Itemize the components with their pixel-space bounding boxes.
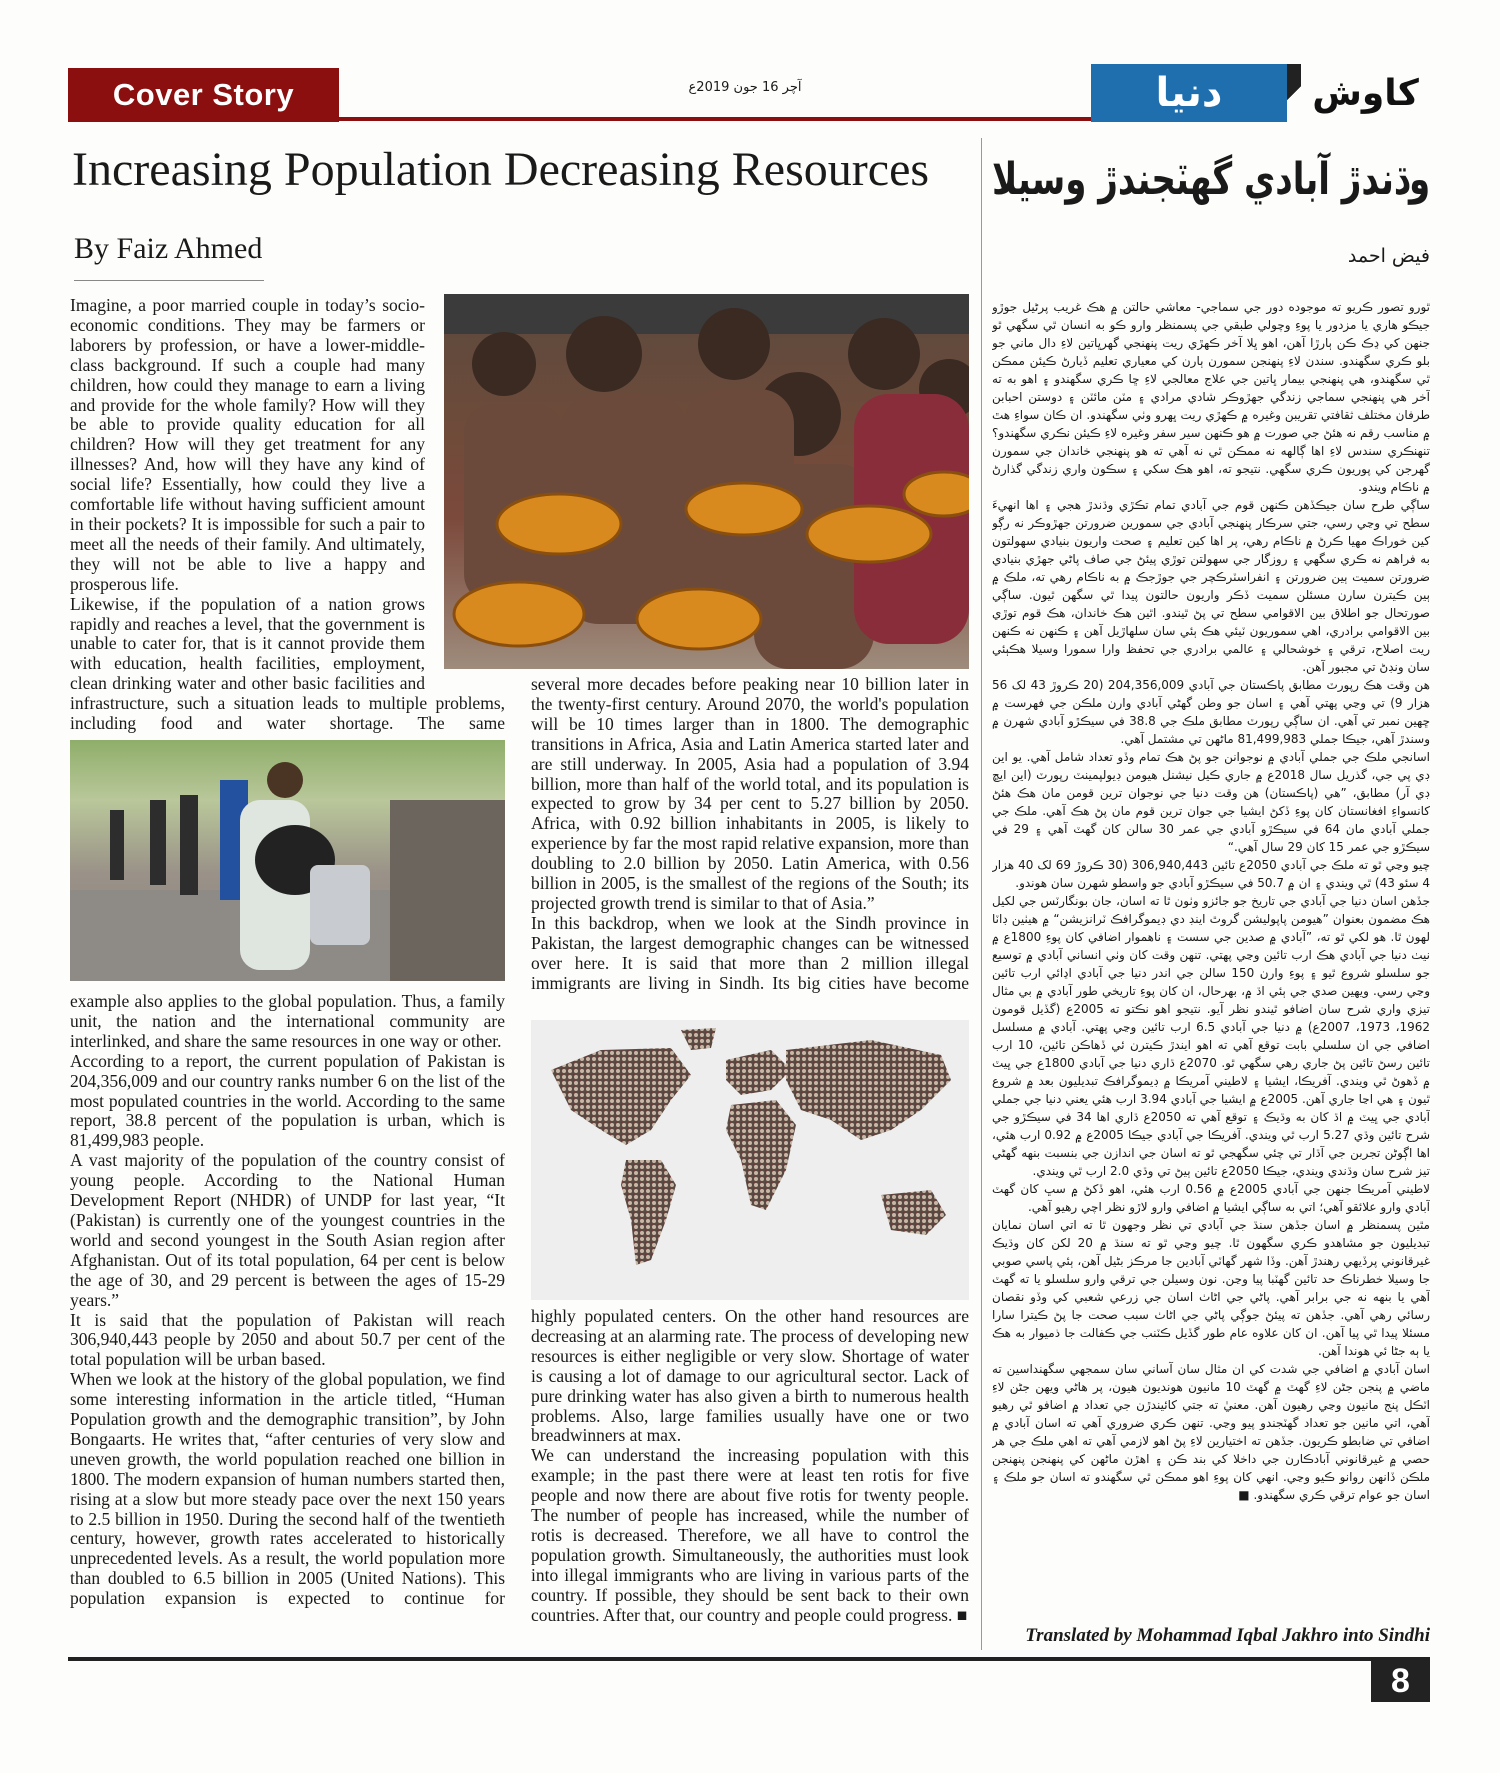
paragraph: اسانجي ملڪ جي جملي آبادي ۾ نوجوانن جو پڻ هڪ تمام وڏو تعداد شامل آهي. يو اين ڊي پي جي، گذريل سال 2018ع ۾ جاري ڪيل نيشنل هيومن ڊيولپمينٽ رپورٽ (اين ايڇ ڊي آر) مطابق، ”هي (پاڪستان) هن وقت دنيا جي نوجوان ترين قومن مان هڪ هئڻ کانسواءِ افغانستان کان پوءِ ڏکڻ ايشيا جي جوان ترين قوم مان پڻ هڪ آهي. ملڪ جي جملي آبادي مان 64 في سيڪڙو آبادي جي عمر 30 سالن کان گهٽ آهي ۽ 29 في سيڪڙو جي عمر 15 کان 29 سال آهي.“: [992, 750, 1430, 854]
paragraph: هن وقت هڪ رپورٽ مطابق پاڪستان جي آبادي 204,356,009 (20 ڪروڙ 43 لک 56 هزار 9) تي وڃي پهتي آهي ۽ اسان جو وطن گهڻي آبادي وارن ملڪن جي فهرست ۾ ڇهين نمبر تي آهي. ان ساڳي رپورٽ مطابق ملڪ جي 38.8 في سيڪڙو آبادي شهرن ۾ وسندڙ آهي، جيڪا جملي 81,499,983 ماڻهن تي مشتمل آهي.: [992, 678, 1430, 746]
translator-credit: Translated by Mohammad Iqbal Jakhro into Sindhi: [1025, 1625, 1430, 1646]
logo-dunya: دنیا: [1091, 64, 1287, 122]
paragraph: highly populated centers. On the other hand resources are decreasing at an alarming rate. The process of developing new resources is either negligible or very slow. Shortage of water is causing a lot of damage to our agricultural sector. Lack of pure drinking water has also given a birth to numerous health problems. Also, large families usually have one or two breadwinners at max.: [531, 1306, 969, 1446]
photo-children-with-bowls: [444, 294, 969, 669]
paragraph: چيو وڃي ٿو ته ملڪ جي آبادي 2050ع تائين 306,940,443 (30 ڪروڙ 69 لک 40 هزار 4 سئو 43) ٿي ويندي ۽ ان ۾ 50.7 في سيڪڙو آبادي جو واسطو شهرن سان هوندو.: [992, 858, 1430, 890]
section-label: [68, 68, 339, 122]
paragraph: Imagine, a poor married couple in today’s socio-economic conditions. They may be farmers or laborers by profession, or have a lower-middle-class background. If such a couple had many children, how could they manage to earn a living and provide for the whole family? How will they be able to provide quality education for all children? How will they get treatment for any illnesses? And, how will they have any kind of social life? Essentially, how could they live a comfortable life without having sufficient amount in their pockets? It is impossible for such a pair to meet all the needs of their family. And ultimately, they will not be able to live a happy and prosperous life.: [70, 295, 425, 594]
section-label-text: Cover Story: [112, 77, 295, 112]
page-number: 8: [1371, 1660, 1430, 1702]
paragraph: In this backdrop, when we look at the Sindh province in Pakistan, the largest demographic changes can be witnessed over here. It is said that more than 2 million illegal immigrants are living in Sindh. Its big cities have become: [531, 912, 969, 993]
paragraph: It is said that the population of Pakistan will reach 306,940,443 people by 2050 and about 50.7 per cent of the total population will be urban based.: [70, 1309, 505, 1370]
paragraph: ساڳي طرح سان جيڪڏهن ڪنهن قوم جي آبادي تمام تڪڙي وڌندڙ هجي ۽ اها انهيءَ سطح تي وڃي رسي، جتي سرڪار پنهنجي آبادي جي سمورين ضرورتن جهڙوڪر نه رڳو کين خوراڪ مهيا ڪرڻ ۾ ناڪام رهي، پر اها کين تعليم ۽ صحت واريون بنيادي سهولتون به فراهم نه ڪري سگهي ۽ روزگار جي سهولتن توڙي پيئڻ جي صاف پاڻي جهڙي بنيادي ضرورتن سميت ٻين ضرورتن ۽ انفراسٽرڪچر جي جوڙجڪ ۾ به ناڪام رهي ته، ملڪ ۾ ٻين ڪيترن سارن مسئلن سميت ڏڪر واريون حالتون پيدا ٿي سگهن ٿيون. ساڳي صورتحال جو اطلاق بين الاقوامي سطح تي پڻ ٿيندو. اٿين هڪ خاندان، هڪ قوم توڙي بين الاقوامي برادري، اهي سموريون ٽيئي هڪ ٻئي سان سلهاڙيل آهن ۽ ڪنهن نه ڪنهن ريت اصلاح، ترقي ۽ خوشحالي ۽ عالمي برادري جي تحفظ وارا سمورا وسيلا هڪٻئي سان ونڊڻ تي مجبور آهن.: [992, 498, 1430, 674]
issue-date: آچر 16 جون 2019ع: [688, 80, 802, 95]
photo-people-collecting-water: [70, 740, 505, 981]
byline-rule: [74, 280, 264, 281]
paragraph: جڏهن اسان دنيا جي آبادي جي تاريخ جو جائزو وٺون ٿا ته اسان، جان بونگارٽس جي لکيل هڪ مضمون بعنوان ”هيومن پاپوليشن گروٿ اينڊ دي ڊيموگرافڪ ٽرانزيشن“ ۾ هيٺين ڊاٽا لهون ٿا. هو لکي ٿو ته، ”آبادي ۾ صدين جي سست ۽ ناهموار اضافي کان پوءِ 1800ع ۾ نيٺ دنيا جي آبادي هڪ ارب تائين وڃي پهتي. تنهن وقت کان وٺي انساني آبادي ۾ توسيع جو سلسلو شروع ٿيو ۽ پوءِ وارن 150 سالن جي اندر دنيا جي آبادي اڍائي ارب تائين وڃي رسي. ويهين صدي جي ٻئي اڌ ۾، بهرحال، ان کان پوءِ تاريخي طور آبادي ۾ بي مثال تيزي واري شرح سان اضافو ٿيندو نظر آيو. نتيجو اهو نڪتو ته 2005ع (گڏيل قومون 1962، 1973، 2007ع) ۾ دنيا جي آبادي 6.5 ارب تائين وڃي پهتي. آبادي ۾ مسلسل اضافي جي ان سلسلي بابت توقع آهي ته اهو ايندڙ ڪيترن ئي ڏهاڪن تائين، 10 ارب تائين رسڻ تائين پڻ جاري رهي سگهي ٿو. 2070ع ڌاري دنيا جي آبادي 1800ع جي ڀيٽ ۾ ڏهوڻ ٿي ويندي. آفريڪا، ايشيا ۽ لاطيني آمريڪا ۾ ڊيموگرافڪ تبديليون بعد ۾ شروع ٿيون ۽ هي اڃا جاري آهن. 2005ع ۾ ايشيا جي آبادي 3.94 ارب هئي يعني دنيا جي جملي آبادي جي ڀيٽ ۾ اڌ کان به وڌيڪ ۽ توقع آهي ته 2050ع ڌاري اها 34 في سيڪڙو جي شرح تائين وڌي 5.27 ارب ٿي ويندي. آفريڪا جي آبادي جيڪا 2005ع ۾ 0.92 ارب هئي، اها اڳوڻن تجربن جي آڌار تي چئي سگهجي ٿو ته اسان جي اندازن جي بنسبت بنهه گهڻي تيز شرح سان وڌندي ويندي، جيڪا 2050ع تائين ٻيڻ تي وڌي 2.0 ارب ٿي ويندي.: [992, 894, 1430, 1178]
photo-world-map-crowds: [531, 1020, 969, 1300]
article-byline: By Faiz Ahmed: [74, 232, 263, 265]
paragraph: According to a report, the current population of Pakistan is 204,356,009 and our country ranks number 6 on the list of the most populated countries in the world. According to the same report, 38.8 percent of the population is urban, which is 81,499,983 people.: [70, 1050, 505, 1151]
logo-divider: [1287, 64, 1301, 122]
sindhi-article-body: [992, 298, 1430, 1612]
article-column-2-top: [531, 675, 969, 994]
column-divider: [981, 138, 982, 1650]
masthead-logo: [1091, 64, 1430, 122]
article-column-1-bottom: [70, 992, 505, 1609]
header-rule: [339, 117, 1091, 121]
paragraph: Likewise, if the population of a nation grows rapidly and reaches a level, that the government is unable to cater for, that is it cannot provide them with education, health facilities, employment, clean drinking water and other basic facilities and infrastructure, such a situation leads to multiple problems, including food and water shortage. The same: [70, 593, 505, 734]
paragraph: several more decades before peaking near 10 billion later in the twenty-first century. Around 2070, the world's population will be 10 times larger than in 1800. The demographic transitions in Africa, Asia and Latin America started later and are still underway. In 2005, Asia had a population of 3.94 billion, more than half of the world total, and its population is expected to grow by 34 per cent to 5.27 billion by 2050. Africa, with 0.92 billion inhabitants in 2005, is likely to experience by far the most rapid relative expansion, more than doubling to 2.0 billion by 2050. Latin America, with 0.56 billion in 2005, is the smallest of the regions of the South; its projected growth trend is similar to that of Asia.”: [531, 674, 969, 913]
paragraph: مٿين پسمنظر ۾ اسان جڏهن سنڌ جي آبادي تي نظر وجهون ٿا ته اتي اسان نمايان تبديليون جو مشاهدو ڪري سگهون ٿا. چيو وڃي ٿو ته سنڌ ۾ 20 لکن کان وڌيڪ غيرقانوني پرڏيهي رهندڙ آهن. وڏا شهر گهاٽي آبادين جا مرڪز بڻيل آهن، ٻئي پاسي صوبي جا وسيلا خطرناڪ حد تائين گهٽبا پيا وڃن. نون وسيلن جي ترقي وارو سلسلو يا ته گهٽ آهي يا بنهه نه جي برابر آهي. پاڻي جي اڻاٺ اسان جي زرعي شعبي کي وڏو نقصان رسائي رهي آهي. جڏهن ته پيئڻ جوڳي پاڻي جي اڻاٺ سبب صحت جا پڻ ڪيترا سارا مسئلا پيدا ٿي پيا آهن. ان کان علاوه عام طور گڏيل ڪٽنب جي ڪفالت جا ذميوار به هڪ يا ٻه جڻا ئي هوندا آهن.: [992, 1218, 1430, 1358]
article-column-1-top: [70, 296, 505, 734]
logo-kawish: کاوش: [1312, 72, 1419, 114]
paragraph: ٿورو تصور ڪريو ته موجوده دور جي سماجي- معاشي حالتن ۾ هڪ غريب پرڻيل جوڙو جيڪو هاري يا مزدور يا پوءِ وچولي طبقي جي پسمنظر وارو ڪو به انسان ٿي سگهي ٿو جنهن کي ڍڪ ڪن ٻارڙا آهن، اهو ڀلا آخر ڪهڙي ريت پنهنجي گهرڀاتين لاءِ دال ماني جو بلو ڪري سگهندو. سندن لاءِ پنهنجن سمورن ٻارن کي معياري تعليم ڏيارڻ ڪيئن ممڪن ٿي سگهندو، هي پنهنجي بيمار ڀاتين جي علاج معالجي لاءِ ڇا ڪري سگهندو ۽ اهو به ته آخر هي پنهنجي سماجي زندگي جهڙوڪر شادي مرادي ۽ مٽن مائٽن ۽ دوستن احبابن طرفان مختلف ثقافتي تقريبن وغيره ۾ ڪهڙي ريت ڀهرو وٺي سگهندو. ان ڪان سواءِ هٿ ۾ مناسب رقم نه هئڻ جي صورت ۾ هو ڪنهن سير سفر وغيره لاءِ ڪيئن نڪري سگهندو؟ تنهنڪري سندس لاءِ اها ڳالهه نه ممڪن ٿي نه آهي ته هو پنهنجي خاندان جي سمورن گهرجن کي پوريون ڪري سگهي. نتيجو ته، اهو هڪ سکي ۽ سڪون واري زندگي گذارڻ ۾ ناڪام ويندو.: [992, 300, 1430, 494]
paragraph: example also applies to the global population. Thus, a family unit, the nation and the international community are interlinked, and share the same resources in one way or other.: [70, 991, 505, 1051]
article-column-2-bottom: [531, 1307, 969, 1626]
sindhi-byline: فيض احمد: [1347, 245, 1430, 267]
footer-rule: [68, 1657, 1430, 1661]
paragraph: اسان آبادي ۾ اضافي جي شدت کي ان مثال سان آساني سان سمجهي سگهنداسين ته ماضي ۾ پنجن جڻن لاءِ گهٽ ۾ گهٽ 10 مانيون هونديون هيون، پر هاڻي ويهن جڻن لاءِ اٽڪل پنج مانيون وڃي رهيون آهن. معنيٰ ته جتي کائيندڙن جي تعداد ۾ اضافو ٿي رهيو آهي، اتي مانين جو تعداد گهٽجندو پيو وڃي. تنهن ڪري ضروري آهي ته اسان آبادي ۾ اضافي تي ضابطو ڪريون. جڏهن ته اختيارين لاءِ پڻ اهو لازمي آهي ته اهي ملڪ جي هر حصي ۾ غيرقانوني آبادڪارن جي داخلا کي بند ڪن ۽ اهڙن ماڻهن کي پنهنجن پنهنجن ملڪن ڏانهن روانو ڪيو وڃي. انهي کان پوءِ اهو ممڪن ٿي سگهندو ته اسان جو ملڪ ۽ اسان جو عوام ترقي ڪري سگهندو. ■: [992, 1362, 1430, 1502]
paragraph: When we look at the history of the global population, we find some interesting information in the article titled, “Human Population growth and the demographic transition”, by John Bongaarts. He writes that, “after centuries of very slow and uneven growth, the world population reached one billion in 1800. The modern expansion of human numbers started then, rising at a slow but more steady pace over the next 150 years to 2.5 billion in 1950. During the second half of the twentieth century, however, growth rates accelerated to historically unprecedented levels. As a result, the world population more than doubled to 6.5 billion in 2005 (United Nations). This population expansion is expected to continue for: [70, 1369, 505, 1609]
paragraph: We can understand the increasing population with this example; in the past there were at least ten rotis for five people and now there are about five rotis for twenty people. The number of people has increased, while the number of rotis is decreased. Therefore, we all have to control the population growth. Simultaneously, the authorities must look into illegal immigrants who are living in various parts of the country. If possible, they should be sent back to their own countries. After that, our country and people could progress. ■: [531, 1445, 969, 1625]
paragraph: A vast majority of the population of the country consist of young people. According to the National Human Development Report (NHDR) of UNDP for last year, “It (Pakistan) is currently one of the youngest countries in the world and second youngest in the South Asian region after Afghanistan. Out of its total population, 64 per cent is below the age of 30, and 29 percent is between the ages of 15-29 years.”: [70, 1150, 505, 1310]
article-title: Increasing Population Decreasing Resources: [72, 143, 930, 196]
sindhi-article-title: وڌندڙ آبادي گھٽجندڙ وسيلا: [991, 154, 1430, 205]
paragraph: لاطيني آمريڪا جنهن جي آبادي 2005ع ۾ 0.56 ارب هئي، اهو ڏکڻ ۾ سڀ کان گهٽ آبادي وارو علائقو آهي؛ اتي به ساڳي ايشيا ۾ اضافي وارو لاڙو نظر اچي رهيو آهي.: [992, 1182, 1430, 1214]
